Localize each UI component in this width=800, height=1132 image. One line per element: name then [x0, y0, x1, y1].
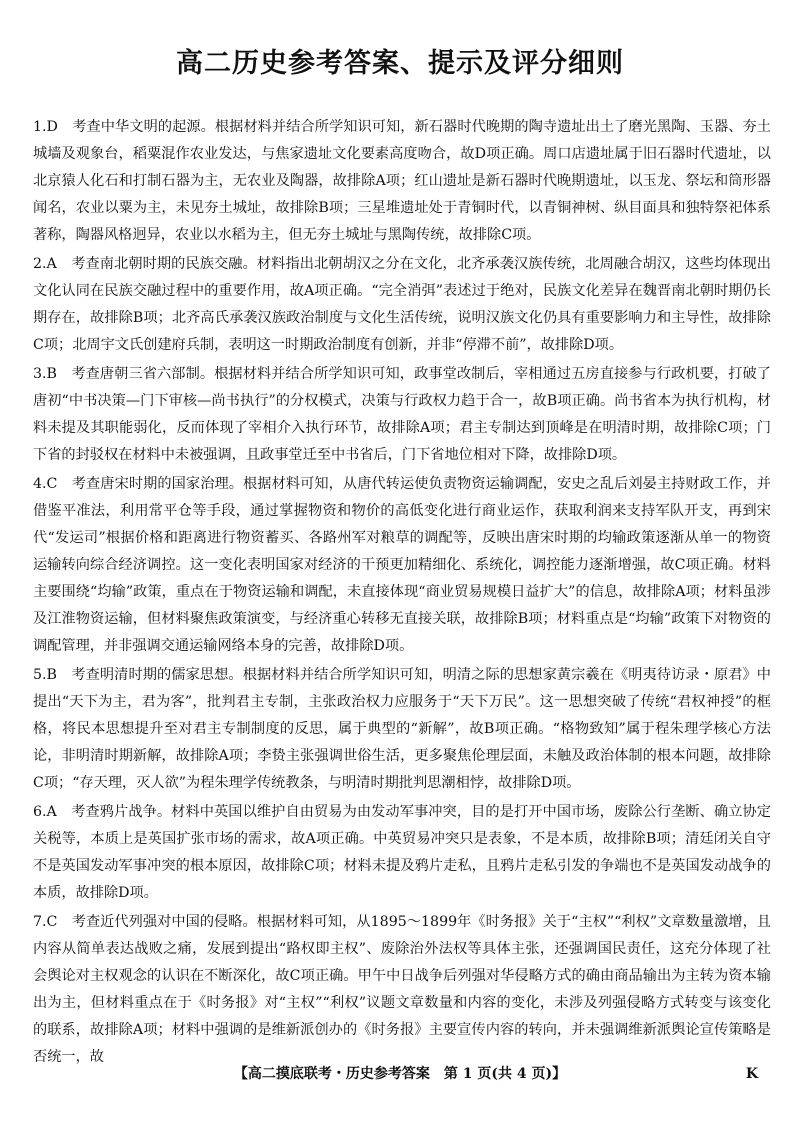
- answer-item-5: [33, 662, 771, 797]
- answer-list: [33, 114, 771, 1073]
- answer-item-2: [33, 251, 771, 359]
- answer-explanation: 考查中华文明的起源。根据材料并结合所学知识可知，新石器时代晚期的陶寺遗址出土了磨光黑陶、玉器、夯土城墙及观象台，稻粟混作农业发达，与焦家遗址文化要素高度吻合，故D项正确。周口店遗址属于旧石器时代遗址，以北京猿人化石和打制石器为主，无农业及陶器，故排除A项；红山遗址是新石器时代晚期遗址，以玉龙、祭坛和筒形器闻名，农业以粟为主，未见夯土城址，故排除B项；三星堆遗址处于青铜时代，以青铜神树、纵目面具和独特祭祀体系著称，陶器风格迥异，农业以水稻为主，但无夯土城址与黑陶传统，故排除C项。: [33, 119, 771, 243]
- answer-number: 5.B: [33, 667, 57, 683]
- answer-number: 3.B: [33, 366, 57, 382]
- answer-item-6: [33, 799, 771, 907]
- answer-number: 6.A: [33, 804, 57, 820]
- page-footer: 【高二摸底联考・历史参考答案 第 1 页(共 4 页)】: [233, 1066, 567, 1082]
- answer-explanation: 考查唐朝三省六部制。根据材料并结合所学知识可知，政事堂改制后，宰相通过五房直接参与行政机要，打破了唐初“中书决策—门下审核—尚书执行”的分权模式，决策与行政权力趋于合一，故B项正确。尚书省本为执行机构，材料未提及其职能弱化，反而体现了宰相介入执行环节，故排除A项；君主专制达到顶峰是在明清时期，故排除C项；门下省的封驳权在材料中未被强调，且政事堂迁至中书省后，门下省地位相对下降，故排除D项。: [33, 366, 771, 463]
- page-title: 高二历史参考答案、提示及评分细则: [176, 48, 624, 79]
- answer-item-7: [33, 909, 771, 1071]
- answer-explanation: 考查近代列强对中国的侵略。根据材料可知，从1895～1899年《时务报》关于“主权”“利权”文章数量激增，且内容从简单表达战败之痛，发展到提出“路权即主权”、废除治外法权等具体主张，还强调国民责任，这充分体现了社会舆论对主权观念的认识在不断深化，故C项正确。甲午中日战争后列强对华侵略方式的确由商品输出为主转为资本输出为主，但材料重点在于《时务报》对“主权”“利权”议题文章数量和内容的变化，未涉及列强侵略方式转变与该变化的联系，故排除A项；材料中强调的是维新派创办的《时务报》主要宣传内容的转向，并未强调维新派舆论宣传策略是否统一，故: [33, 914, 771, 1065]
- answer-item-3: [33, 361, 771, 469]
- answer-item-1: [33, 114, 771, 249]
- answer-explanation: 考查唐宋时期的国家治理。根据材料可知，从唐代转运使负责物资运输调配，安史之乱后刘晏主持财政工作，并借鉴平准法，利用常平仓等手段，通过掌握物资和物价的高低变化进行商业运作，获取利润来支持军队开支，再到宋代“发运司”根据价格和距离进行物资蓄买、各路州军对粮草的调配等，反映出唐宋时期的均输政策逐渐从单一的物资运输转向综合经济调控。这一变化表明国家对经济的干预更加精细化、系统化，调控能力逐渐增强，故C项正确。材料主要围绕“均输”政策，重点在于物资运输和调配，未直接体现“商业贸易规模日益扩大”的信息，故排除A项；材料虽涉及江淮物资运输，但材料聚焦政策演变，与经济重心转移无直接关联，故排除B项；材料重点是“均输”政策下对物资的调配管理，并非强调交通运输网络本身的完善，故排除D项。: [33, 476, 771, 654]
- footer-version-code: K: [745, 1066, 758, 1082]
- answer-item-4: [33, 471, 771, 660]
- answer-number: 1.D: [33, 119, 58, 135]
- answer-number: 2.A: [33, 256, 57, 272]
- answer-explanation: 考查明清时期的儒家思想。根据材料并结合所学知识可知，明清之际的思想家黄宗羲在《明夷待访录・原君》中提出“天下为主，君为客”，批判君主专制，主张政治权力应服务于“天下万民”。这一思想突破了传统“君权神授”的框格，将民本思想提升至对君主专制制度的反思，属于典型的“新解”，故B项正确。“格物致知”属于程朱理学核心方法论，非明清时期新解，故排除A项；李贽主张强调世俗生活，更多聚焦伦理层面，未触及政治体制的根本问题，故排除C项；“存天理，灭人欲”为程朱理学传统教条，与明清时期批判思潮相悖，故排除D项。: [33, 667, 771, 791]
- answer-number: 7.C: [33, 914, 58, 930]
- answer-number: 4.C: [33, 476, 58, 492]
- answer-explanation: 考查鸦片战争。材料中英国以维护自由贸易为由发动军事冲突，目的是打开中国市场，废除公行垄断、确立协定关税等，本质上是英国扩张市场的需求，故A项正确。中英贸易冲突只是表象，不是本质，故排除B项；清廷闭关自守不是英国发动军事冲突的根本原因，故排除C项；材料未提及鸦片走私，且鸦片走私引发的争端也不是英国发动战争的本质，故排除D项。: [33, 804, 771, 901]
- answer-explanation: 考查南北朝时期的民族交融。材料指出北朝胡汉之分在文化，北齐承袭汉族传统，北周融合胡汉，这些均体现出文化认同在民族交融过程中的重要作用，故A项正确。“完全消弭”表述过于绝对，民族文化差异在魏晋南北朝时期仍长期存在，故排除B项；北齐高氏承袭汉族政治制度与文化生活传统，说明汉族文化仍具有重要影响力和主导性，故排除C项；北周宇文氏创建府兵制，表明这一时期政治制度有创新，并非“停滞不前”，故排除D项。: [33, 256, 771, 353]
